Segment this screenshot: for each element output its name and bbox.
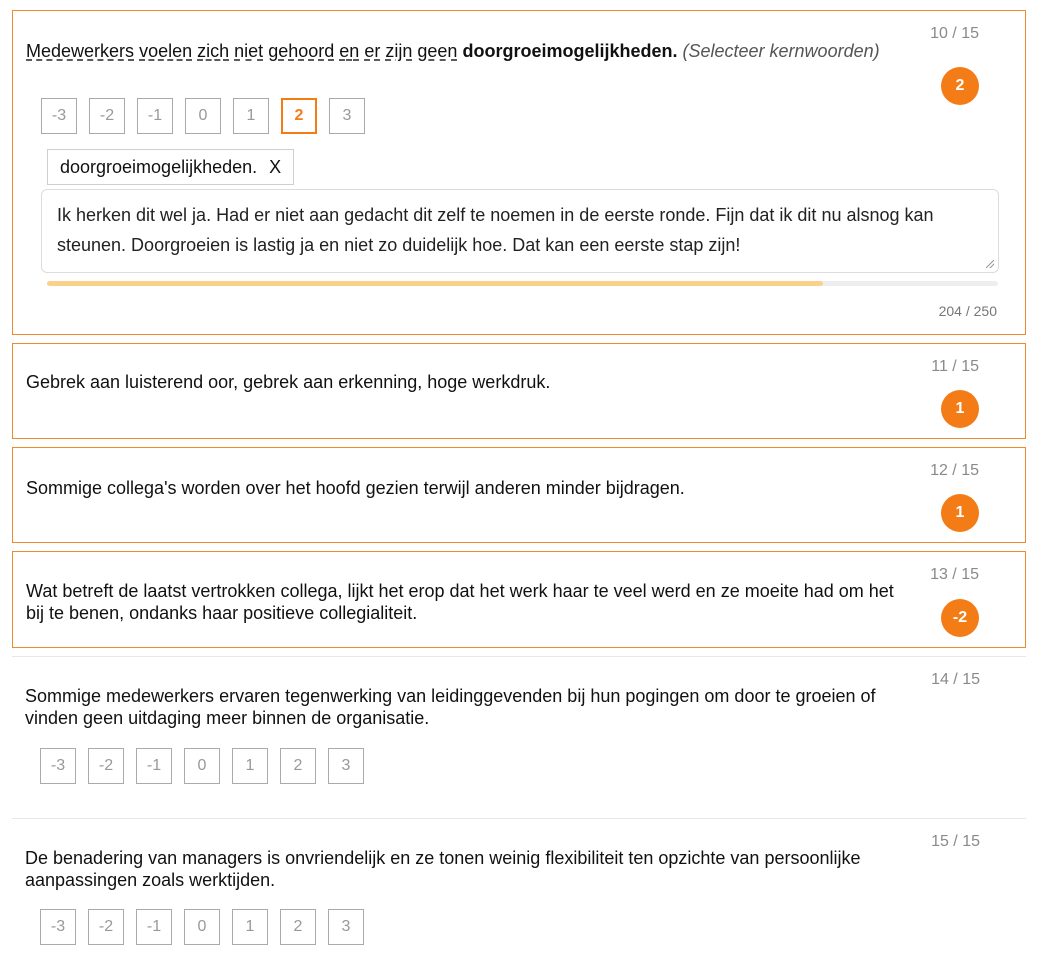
score-option-minus2[interactable]: -2 [88,909,124,945]
score-badge: -2 [941,599,979,637]
keyword-option[interactable]: voelen [139,41,193,61]
statement-card-13[interactable] [12,551,1026,648]
score-badge: 1 [941,494,979,532]
score-option-0[interactable]: 0 [185,98,221,134]
statement-card-14 [12,656,1026,816]
score-option-minus3[interactable]: -3 [40,909,76,945]
score-option-0[interactable]: 0 [184,748,220,784]
item-counter: 14 / 15 [931,671,980,688]
score-option-minus2[interactable]: -2 [88,748,124,784]
score-option-minus3[interactable]: -3 [41,98,77,134]
resize-handle-icon[interactable] [986,260,994,268]
item-counter: 10 / 15 [930,25,979,42]
keyword-option[interactable]: er [364,41,381,61]
score-option-1[interactable]: 1 [232,748,268,784]
score-option-0[interactable]: 0 [184,909,220,945]
selected-keyword[interactable]: doorgroeimogelijkheden. [462,41,678,61]
statement-card-10 [12,10,1026,335]
keyword-option[interactable]: gehoord [268,41,335,61]
item-counter: 13 / 15 [930,566,979,583]
score-option-3[interactable]: 3 [328,748,364,784]
keyword-hint: (Selecteer kernwoorden) [682,41,880,61]
statement-text: Wat betreft de laatst vertrokken collega, lijkt het erop dat het werk haar te veel werd en ze moeite had om het bij te benen, ondanks haar positieve collegialiteit. [26,581,894,623]
statement-text [26,40,905,62]
statement-card-15 [12,818,1026,961]
score-scale [40,748,364,784]
comment-textarea[interactable] [41,189,999,273]
score-option-2[interactable]: 2 [280,748,316,784]
keyword-option[interactable]: niet [234,41,264,61]
score-option-3[interactable]: 3 [328,909,364,945]
score-option-1[interactable]: 1 [232,909,268,945]
score-scale [40,909,364,945]
comment-text: Ik herken dit wel ja. Had er niet aan gedacht dit zelf te noemen in de eerste ronde. Fijn dat ik dit nu alsnog kan steunen. Doorgroeien is lastig ja en niet zo duidelijk hoe. Dat kan een eerste stap zijn! [57,205,934,255]
keyword-option[interactable]: zich [197,41,230,61]
score-badge: 2 [941,67,979,105]
char-progress-bar [47,281,998,286]
score-option-3[interactable]: 3 [329,98,365,134]
keyword-tag [47,149,294,185]
remove-tag-button[interactable]: X [269,156,282,177]
score-option-minus1[interactable]: -1 [137,98,173,134]
statement-card-11[interactable] [12,343,1026,439]
keyword-option[interactable]: en [339,41,360,61]
statement-text: De benadering van managers is onvriendelijk en ze tonen weinig flexibiliteit ten opzichte van persoonlijke aanpassingen zoals werktijden. [25,848,861,890]
score-option-2[interactable]: 2 [280,909,316,945]
statement-text: Sommige medewerkers ervaren tegenwerking van leidinggevenden bij hun pogingen om door te groeien of vinden geen uitdaging meer binnen de organisatie. [25,686,876,728]
score-option-1[interactable]: 1 [233,98,269,134]
score-option-minus1[interactable]: -1 [136,909,172,945]
char-progress-fill [47,281,823,286]
statement-card-12[interactable] [12,447,1026,543]
keyword-option[interactable]: geen [417,41,458,61]
keyword-tag-label: doorgroeimogelijkheden. [60,156,258,177]
score-option-2[interactable]: 2 [281,98,317,134]
score-option-minus2[interactable]: -2 [89,98,125,134]
item-counter: 15 / 15 [931,833,980,850]
item-counter: 11 / 15 [931,358,979,375]
char-count: 204 / 250 [938,303,997,319]
score-option-minus1[interactable]: -1 [136,748,172,784]
score-option-minus3[interactable]: -3 [40,748,76,784]
item-counter: 12 / 15 [930,462,979,479]
statement-text: Gebrek aan luisterend oor, gebrek aan erkenning, hoge werkdruk. [26,372,551,392]
score-scale [41,98,365,134]
score-badge: 1 [941,390,979,428]
keyword-option[interactable]: zijn [385,41,413,61]
keyword-option[interactable]: Medewerkers [26,41,135,61]
statement-text: Sommige collega's worden over het hoofd gezien terwijl anderen minder bijdragen. [26,478,685,498]
